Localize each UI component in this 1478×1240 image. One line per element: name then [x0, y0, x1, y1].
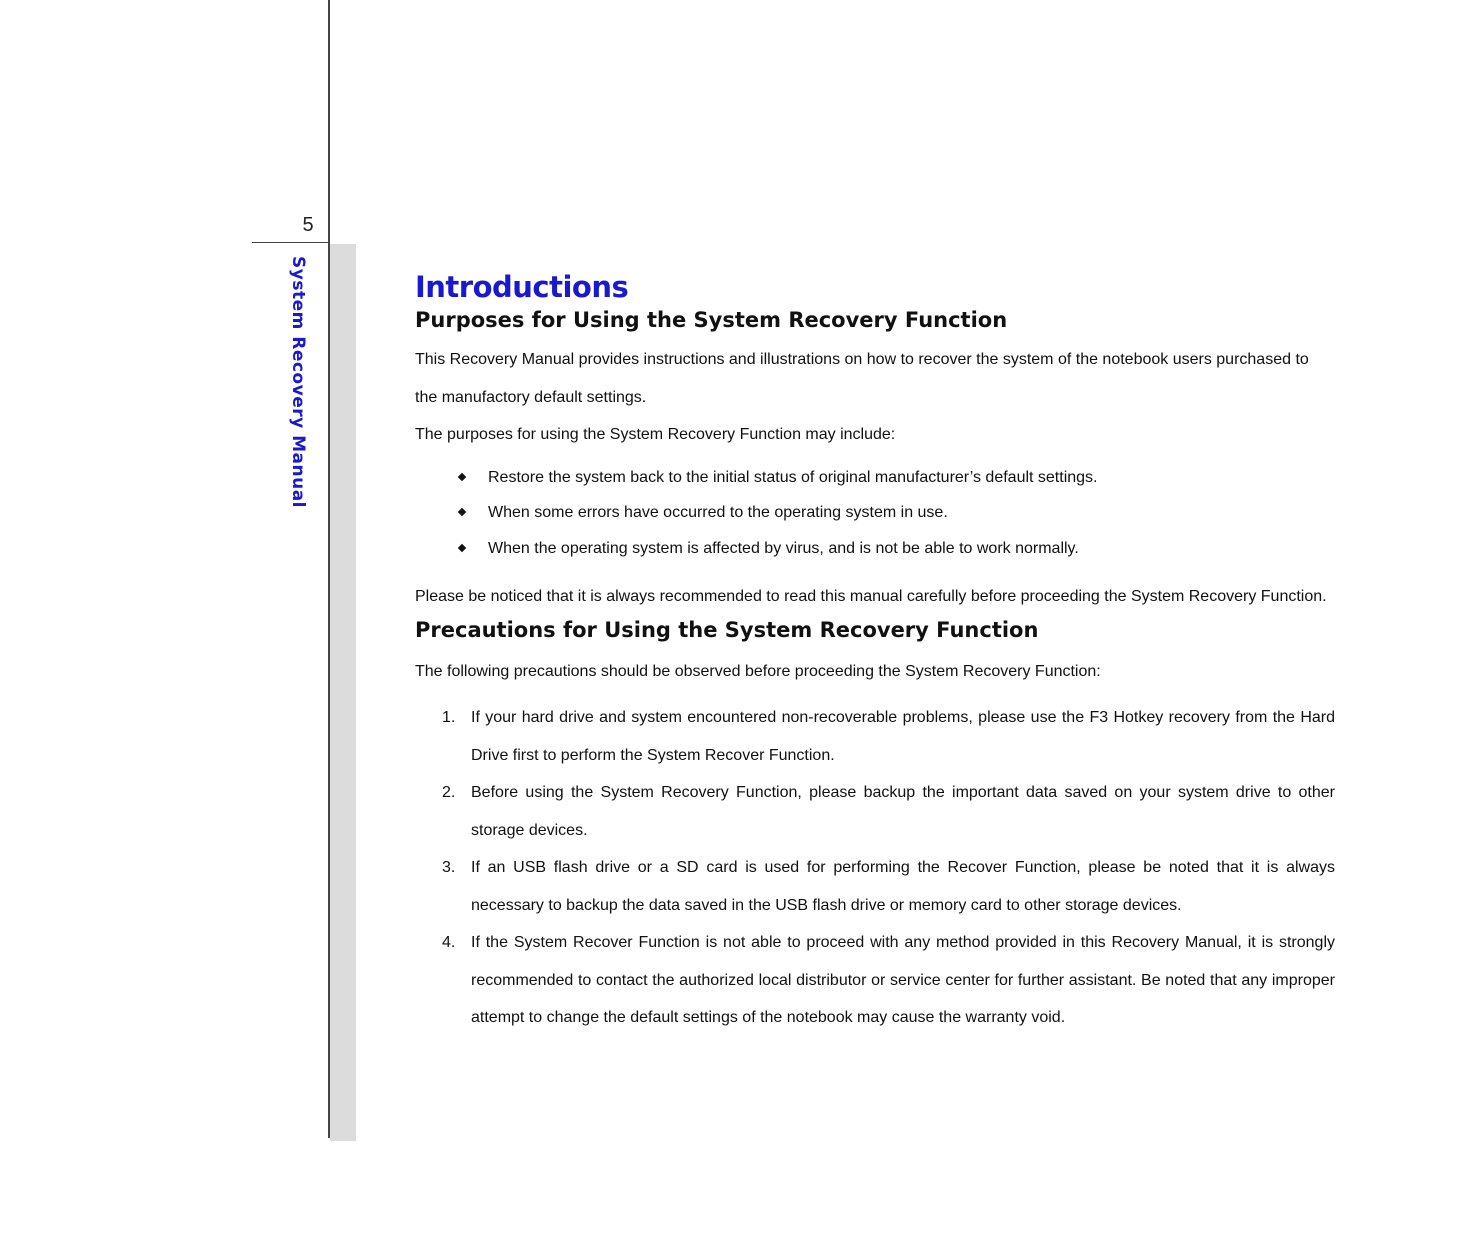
list-item	[461, 460, 1335, 496]
purposes-list-intro: The purposes for using the System Recovery Function may include:	[415, 426, 896, 443]
list-item-text: If the System Recover Function is not able to proceed with any method provided in this Recovery Manual, it is strongly recommended to contact the authorized local distributor or service center for further assistant. Be noted that any improper attempt to change the default settings of the notebook may cause the warranty void.	[471, 934, 1335, 1026]
page-number-rule	[252, 242, 329, 243]
list-item-text: When some errors have occurred to the operating system in use.	[488, 504, 948, 521]
list-item-number: 1.	[442, 709, 456, 726]
list-item-text: If an USB flash drive or a SD card is used for performing the Recover Function, please be noted that it is always necessary to backup the data saved in the USB flash drive or memory card to other storage devices.	[471, 859, 1335, 914]
side-title: System Recovery Manual	[288, 256, 308, 508]
margin-grey-bar	[330, 244, 356, 1141]
list-item-number: 3.	[442, 859, 456, 876]
purposes-list	[415, 460, 1335, 567]
precautions-list	[415, 699, 1335, 1037]
list-item-number: 2.	[442, 784, 456, 801]
list-item-text: Before using the System Recovery Function, please backup the important data saved on your system drive to other storage devices.	[471, 784, 1335, 839]
list-item-text: When the operating system is affected by virus, and is not be able to work normally.	[488, 539, 1079, 557]
page-number: 5	[302, 214, 314, 236]
list-item	[415, 924, 1335, 1037]
page-content	[415, 268, 1335, 1037]
list-item-number: 4.	[442, 934, 456, 951]
page-title: Introductions	[415, 270, 629, 304]
list-item-text: Restore the system back to the initial status of original manufacturer’s default settings.	[488, 468, 1098, 486]
list-item	[415, 699, 1335, 774]
precautions-intro: The following precautions should be observed before proceeding the System Recovery Function:	[415, 662, 1101, 680]
list-item	[415, 849, 1335, 924]
diamond-bullet-icon	[458, 543, 466, 551]
purposes-heading: Purposes for Using the System Recovery Function	[415, 308, 1008, 332]
purposes-notice: Please be noticed that it is always recommended to read this manual carefully before proceeding the System Recovery Function.	[415, 588, 1327, 605]
list-item	[461, 495, 1335, 531]
precautions-heading: Precautions for Using the System Recovery Function	[415, 617, 1039, 642]
diamond-bullet-icon	[458, 508, 466, 516]
list-item	[461, 531, 1335, 567]
purposes-intro-paragraph: This Recovery Manual provides instructions and illustrations on how to recover the system of the notebook users purchased to the manufactory default settings.	[415, 351, 1309, 406]
list-item-text: If your hard drive and system encountered non-recoverable problems, please use the F3 Hotkey recovery from the Hard Drive first to perform the System Recover Function.	[471, 709, 1335, 764]
list-item	[415, 774, 1335, 849]
diamond-bullet-icon	[458, 472, 466, 480]
